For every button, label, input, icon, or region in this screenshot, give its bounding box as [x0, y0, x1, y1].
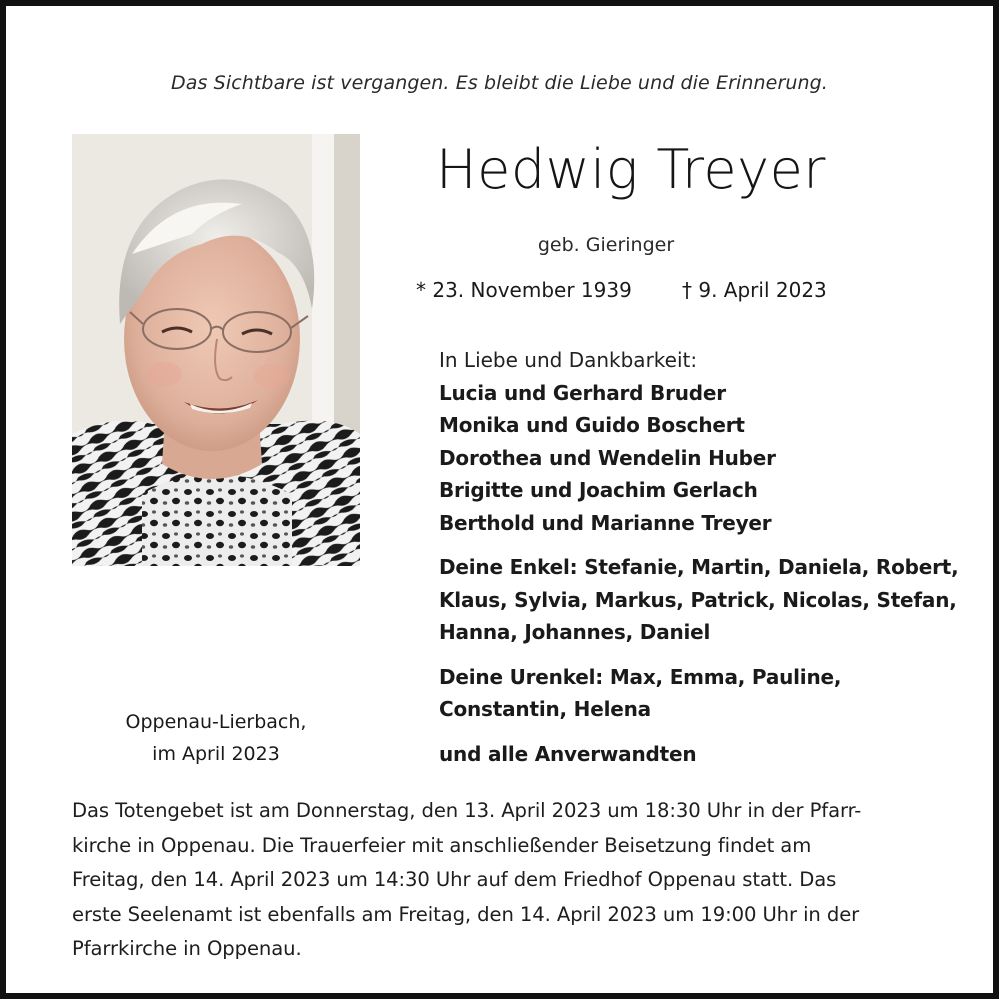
funeral-notice: [72, 794, 932, 967]
notice-line: Freitag, den 14. April 2023 um 14:30 Uhr auf dem Friedhof Oppenau statt. Das: [72, 868, 837, 891]
mourner-couple: Brigitte und Joachim Gerlach: [439, 478, 758, 502]
grandchildren-line: Deine Enkel: Stefanie, Martin, Daniela, Robert,: [439, 555, 959, 579]
notice-line: kirche in Oppenau. Die Trauerfeier mit anschließender Beisetzung findet am: [72, 833, 812, 857]
date-line: im April 2023: [152, 743, 280, 765]
deceased-name: Hedwig Treyer: [435, 138, 826, 201]
notice-line: erste Seelenamt ist ebenfalls am Freitag, den 14. April 2023 um 19:00 Uhr in der: [72, 902, 860, 926]
mourner-couple: Lucia und Gerhard Bruder: [439, 380, 726, 405]
grandchildren-line: Hanna, Johannes, Daniel: [439, 620, 711, 644]
mourner-couple: Berthold und Marianne Treyer: [439, 510, 772, 535]
mourners-intro: In Liebe und Dankbarkeit:: [439, 348, 698, 372]
death-date: † 9. April 2023: [682, 278, 827, 302]
mourner-couple: Dorothea und Wendelin Huber: [439, 445, 776, 470]
notice-line: Das Totengebet ist am Donnerstag, den 13. April 2023 um 18:30 Uhr in der Pfarr-: [72, 799, 862, 822]
mourners-list: [439, 344, 979, 770]
portrait-illustration: [72, 134, 360, 566]
maiden-name: geb. Gieringer: [537, 234, 675, 256]
grandchildren-line: Klaus, Sylvia, Markus, Patrick, Nicolas, Stefan,: [439, 587, 957, 612]
great-grandchildren-line: Constantin, Helena: [439, 697, 651, 721]
birth-date: * 23. November 1939: [416, 278, 632, 302]
motto-text: Das Sichtbare ist vergangen. Es bleibt die Liebe und die Erinnerung.: [171, 72, 828, 94]
portrait-photo: [72, 134, 360, 566]
place-and-date: [72, 706, 360, 770]
mourner-couple: Monika und Guido Boschert: [439, 413, 745, 437]
great-grandchildren-line: Deine Urenkel: Max, Emma, Pauline,: [439, 664, 842, 689]
relatives-line: und alle Anverwandten: [439, 741, 697, 766]
notice-line: Pfarrkirche in Oppenau.: [72, 937, 302, 960]
place-line: Oppenau-Lierbach,: [125, 711, 307, 733]
